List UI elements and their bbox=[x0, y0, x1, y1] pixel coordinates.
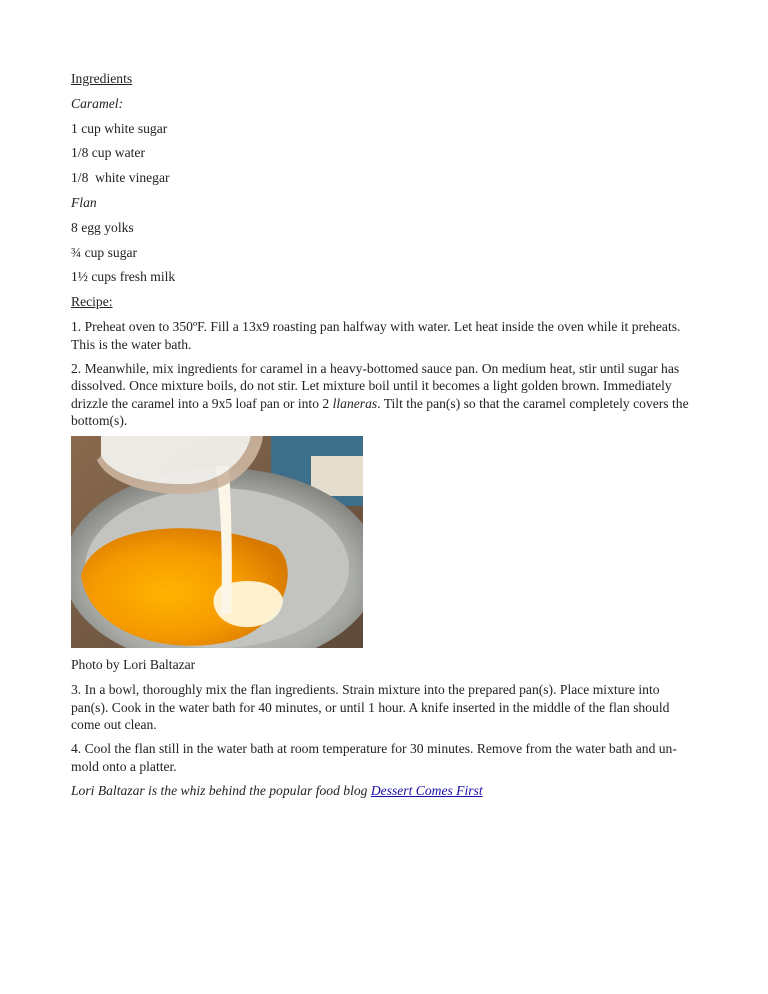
caramel-item: 1 cup white sugar bbox=[71, 120, 168, 136]
author-credit bbox=[71, 782, 699, 800]
step-2-text-end: . Tilt the pan(s) so that the caramel completely covers the bottom(s). bbox=[71, 395, 689, 429]
step-4: 4. Cool the flan still in the water bath at room temperature for 30 minutes. Remove from the water bath and un-mold onto a platter. bbox=[71, 741, 677, 774]
flan-item: ¾ cup sugar bbox=[71, 244, 138, 260]
photo-caption: Photo by Lori Baltazar bbox=[71, 657, 196, 673]
flan-item: 8 egg yolks bbox=[71, 219, 134, 235]
ingredients-heading: Ingredients bbox=[71, 71, 133, 86]
flan-heading: Flan bbox=[71, 194, 97, 210]
step-2 bbox=[71, 360, 699, 430]
step-2-text: 2. Meanwhile, mix ingredients for caramel in a heavy-bottomed sauce pan. On medium heat, stir until sugar has dissolved. Once mixture boils, do not stir. Let mixture boil until it becomes a light golden brown. Immediately drizzle the caramel into a 9x5 loaf pan or into 2 bbox=[71, 360, 680, 411]
step-2-italic-term: llaneras bbox=[332, 395, 378, 411]
dessert-comes-first-link[interactable]: Dessert Comes First bbox=[370, 782, 483, 798]
recipe-content bbox=[71, 70, 699, 806]
caramel-item: 1/8 white vinegar bbox=[71, 170, 170, 186]
credit-text: Lori Baltazar is the whiz behind the popular food blog bbox=[71, 782, 371, 798]
recipe-heading: Recipe: bbox=[71, 294, 113, 310]
caramel-heading: Caramel: bbox=[71, 95, 124, 111]
flan-item: 1½ cups fresh milk bbox=[71, 269, 176, 285]
caramel-item: 1/8 cup water bbox=[71, 145, 145, 161]
step-3: 3. In a bowl, thoroughly mix the flan ingredients. Strain mixture into the prepared pan(s). Place mixture into pan(s). Cook in the water bath for 40 minutes, or until 1 hour. A knife inserted in the middle of the flan should come out clean. bbox=[71, 682, 670, 733]
milk-pouring-photo bbox=[71, 436, 363, 648]
step-1: 1. Preheat oven to 350ºF. Fill a 13x9 roasting pan halfway with water. Let heat inside the oven while it preheats. This is the water bath. bbox=[71, 318, 681, 352]
